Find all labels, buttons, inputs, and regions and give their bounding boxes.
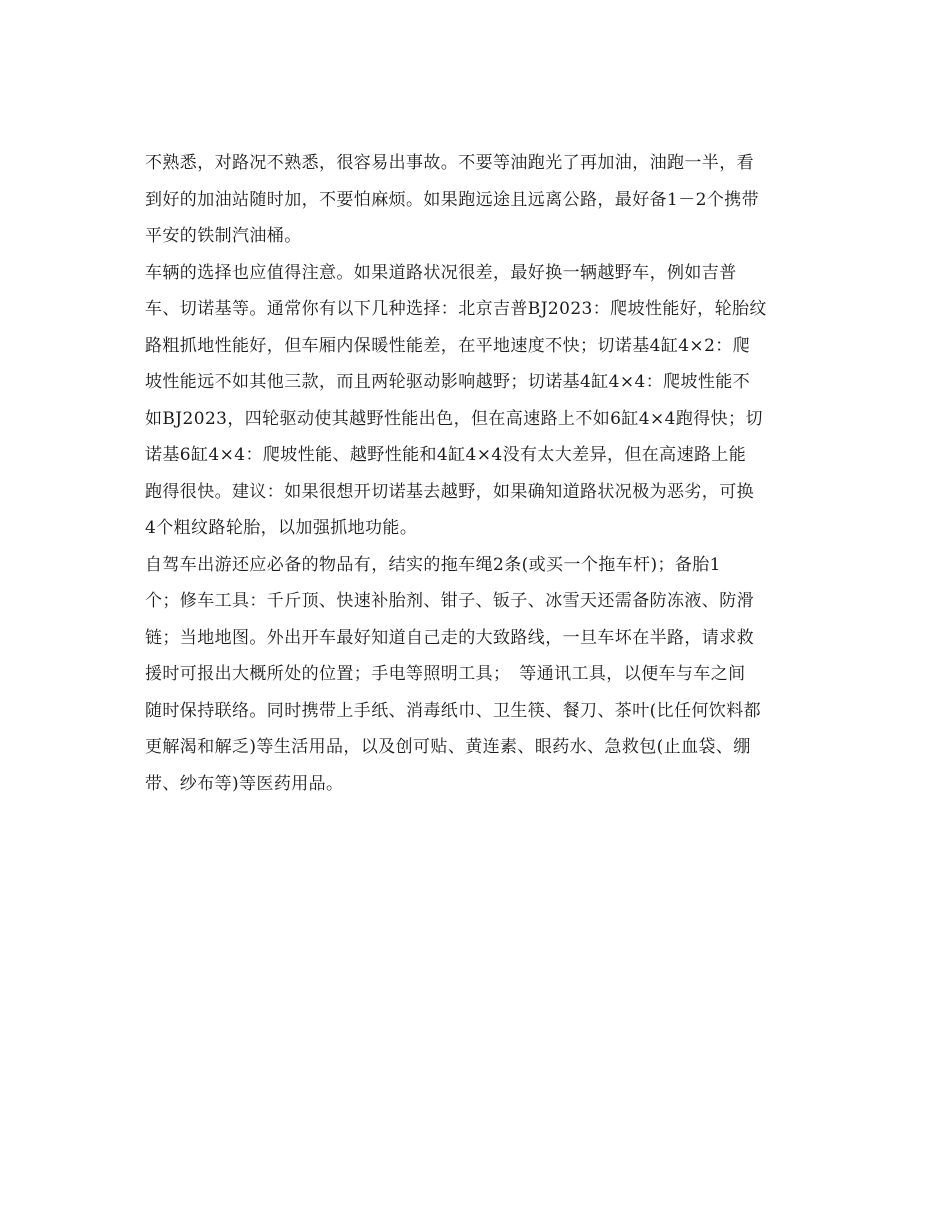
text-line: 不熟悉，对路况不熟悉，很容易出事故。不要等油跑光了再加油，油跑一半，看	[145, 153, 754, 173]
text-line: 随时保持联络。同时携带上手纸、消毒纸巾、卫生筷、餐刀、茶叶(比任何饮料都	[145, 700, 762, 721]
text-line: 到好的加油站随时加，不要怕麻烦。如果跑远途且远离公路，最好备1－2个携带	[145, 189, 760, 210]
text-line: 坡性能远不如其他三款，而且两轮驱动影响越野；切诺基4缸4×4：爬坡性能不	[145, 372, 751, 392]
text-line: 更解渴和解乏)等生活用品，以及创可贴、黄连素、眼药水、急救包(止血袋、绷	[145, 737, 751, 757]
text-line: 自驾车出游还应必备的物品有，结实的拖车绳2条(或买一个拖车杆)；备胎1	[145, 554, 721, 575]
text-line: 链；当地地图。外出开车最好知道自己走的大致路线，一旦车坏在半路，请求救	[145, 627, 754, 648]
text-line: 个；修车工具：千斤顶、快速补胎剂、钳子、钣子、冰雪天还需备防冻液、防滑	[145, 591, 754, 611]
text-line: 跑得很快。建议：如果很想开切诺基去越野，如果确知道路状况极为恶劣，可换	[145, 481, 754, 502]
text-line: 诺基6缸4×4：爬坡性能、越野性能和4缸4×4没有太大差异，但在高速路上能	[145, 445, 747, 465]
text-line: 援时可报出大概所处的位置；手电等照明工具； 等通讯工具，以便车与车之间	[145, 664, 746, 684]
document-body	[145, 145, 810, 802]
text-line: 4个粗纹路轮胎，以加强抓地功能。	[145, 518, 418, 538]
text-line: 车、切诺基等。通常你有以下几种选择：北京吉普BJ2023：爬坡性能好，轮胎纹	[145, 299, 767, 319]
text-line: 带、纱布等)等医药用品。	[145, 773, 344, 794]
text-line: 平安的铁制汽油桶。	[145, 226, 302, 246]
text-line: 路粗抓地性能好，但车厢内保暖性能差，在平地速度不快；切诺基4缸4×2：爬	[145, 335, 751, 356]
text-line: 车辆的选择也应值得注意。如果道路状况很差，最好换一辆越野车，例如吉普	[145, 262, 737, 283]
text-line: 如BJ2023，四轮驱动使其越野性能出色，但在高速路上不如6缸4×4跑得快；切	[145, 408, 763, 429]
